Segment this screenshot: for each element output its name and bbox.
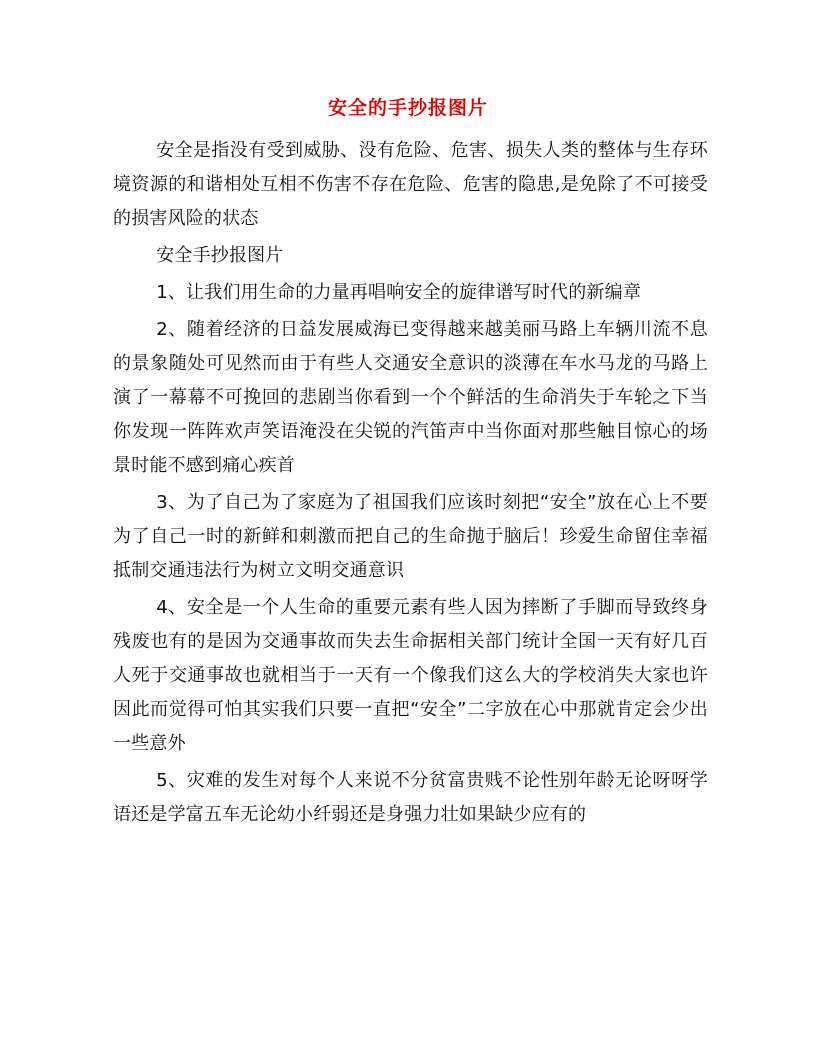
document-body xyxy=(113,134,708,835)
paragraph-item-5: 5、灾难的发生对每个人来说不分贫富贵贱不论性别年龄无论呀呀学语还是学富五车无论幼小纤弱还是身强力壮如果缺少应有的 xyxy=(113,770,708,825)
document-title: 安全的手抄报图片 xyxy=(327,97,488,119)
paragraph-item-4: 4、安全是一个人生命的重要元素有些人因为摔断了手脚而导致终身残废也有的是因为交通事故而失去生命据相关部门统计全国一天有好几百人死于交通事故也就相当于一天有一个像我们这么大的学校消失大家也许因此而觉得可怕其实我们只要一直把“安全”二字放在心中那就肯定会少出一些意外 xyxy=(113,597,708,754)
paragraph-item-1: 1、让我们用生命的力量再唱响安全的旋律谱写时代的新编章 xyxy=(156,282,642,303)
paragraph-item-3: 3、为了自己为了家庭为了祖国我们应该时刻把“安全”放在心上不要为了自己一时的新鲜和刺激而把自己的生命抛于脑后！珍爱生命留住幸福抵制交通违法行为树立文明交通意识 xyxy=(113,492,708,581)
paragraph-subheading: 安全手抄报图片 xyxy=(156,245,284,266)
paragraph-item-2: 2、随着经济的日益发展威海已变得越来越美丽马路上车辆川流不息的景象随处可见然而由于有些人交通安全意识的淡薄在车水马龙的马路上演了一幕幕不可挽回的悲剧当你看到一个个鲜活的生命消失于车轮之下当你发现一阵阵欢声笑语淹没在尖锐的汽笛声中当你面对那些触目惊心的场景时能不感到痛心疾首 xyxy=(113,319,708,476)
paragraph-intro: 安全是指没有受到威胁、没有危险、危害、损失人类的整体与生存环境资源的和谐相处互相不伤害不存在危险、危害的隐患,是免除了不可接受的损害风险的状态 xyxy=(113,140,708,229)
